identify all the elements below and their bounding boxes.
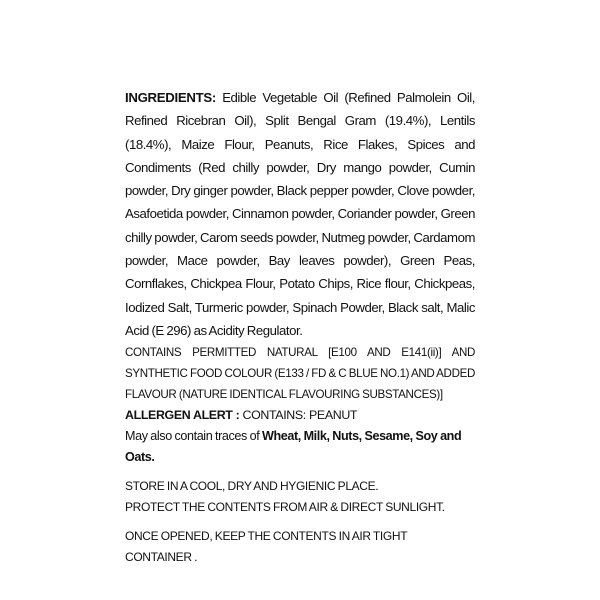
traces-prefix: May also contain traces of: [125, 429, 260, 444]
ingredients-heading: INGREDIENTS:: [125, 90, 216, 105]
storage-instructions: [125, 476, 475, 518]
allergen-contains: CONTAINS: PEANUT: [242, 408, 358, 423]
allergen-alert-label: ALLERGEN ALERT :: [125, 408, 240, 423]
once-opened-instruction: ONCE OPENED, KEEP THE CONTENTS IN AIR TIGHT CONTAINER .: [125, 529, 407, 565]
ingredients-text: Edible Vegetable Oil (Refined Palmolein Oil, Refined Ricebran Oil), Split Bengal Gram (19.4%), Lentils (18.4%), Maize Flour, Peanuts, Rice Flakes, Spices and Condiments (Red chilly powder, Dry mango powder, Cumin powder, Dry ginger powder, Black pepper powder, Clove powder, Asafoetida powder, Cinnamon powder, Coriander powder, Green chilly powder, Carom seeds powder, Nutmeg powder, Cardamom powder, Mace powder, Bay leaves powder), Green Peas, Cornflakes, Chickpea Flour, Potato Chips, Rice flour, Chickpeas, Iodized Salt, Turmeric powder, Spinach Powder, Black salt, Malic Acid (E 296) as Acidity Regulator.: [125, 90, 475, 338]
storage-line-1: STORE IN A COOL, DRY AND HYGIENIC PLACE.: [125, 479, 379, 494]
ingredients-paragraph: [125, 86, 475, 342]
storage-line-2: PROTECT THE CONTENTS FROM AIR & DIRECT SUNLIGHT.: [125, 500, 445, 515]
allergen-alert: [125, 405, 475, 426]
traces-statement: [125, 426, 475, 468]
ingredients-label-panel: [125, 86, 475, 568]
colour-statement: CONTAINS PERMITTED NATURAL [E100 AND E141(ii)] AND SYNTHETIC FOOD COLOUR (E133 / FD & C BLUE NO.1) AND ADDED FLAVOUR (NATURE IDENTICAL FLAVOURING SUBSTANCES)]: [125, 346, 475, 402]
traces-items: Wheat, Milk, Nuts, Sesame, Soy and Oats.: [125, 429, 462, 465]
